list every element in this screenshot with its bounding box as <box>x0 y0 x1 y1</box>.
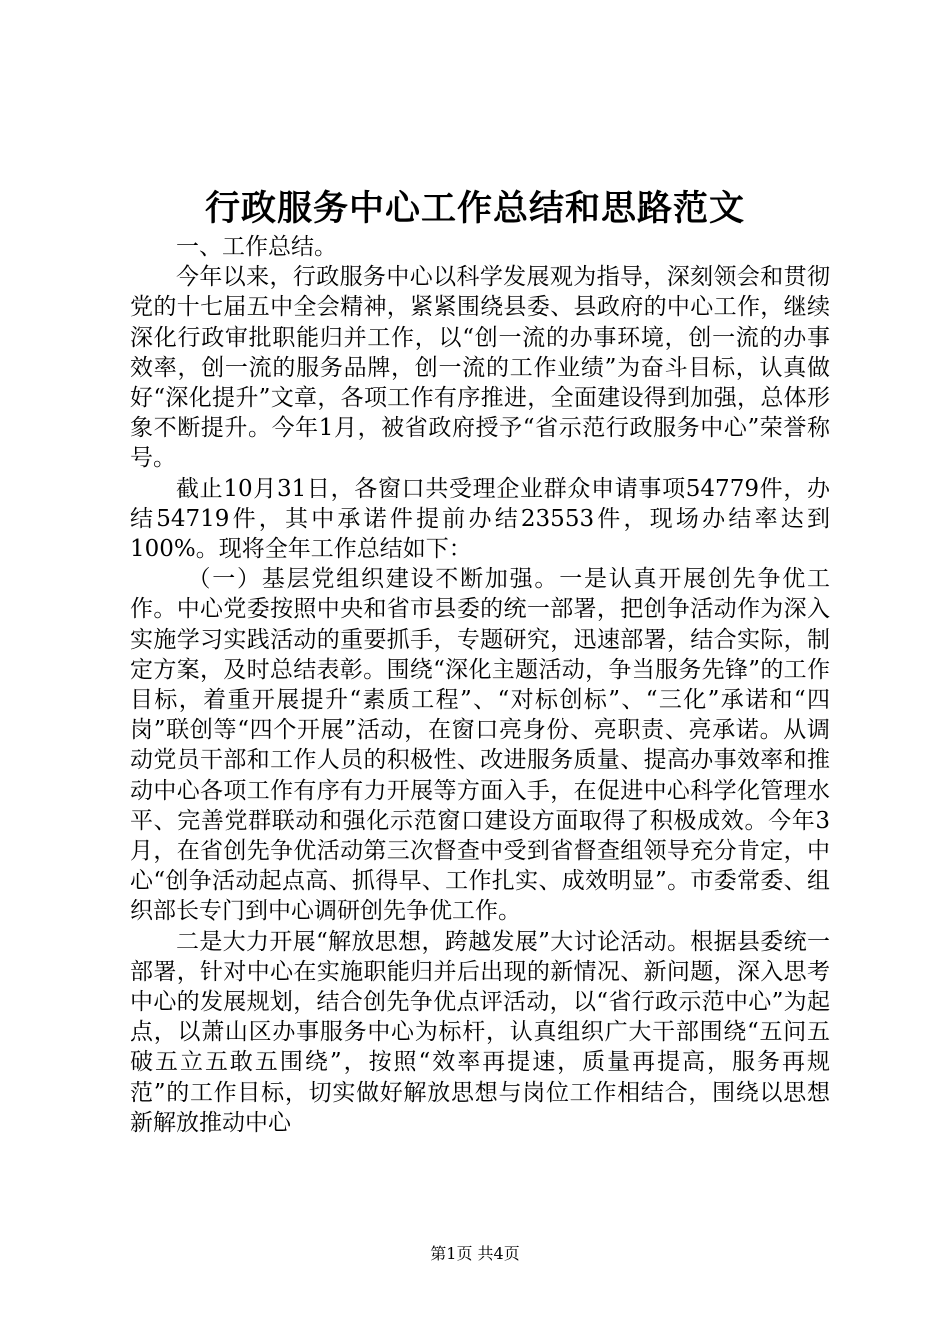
body-paragraph: 二是大力开展“解放思想，跨越发展”大讨论活动。根据县委统一部署，针对中心在实施职能归并后出现的新情况、新问题，深入思考中心的发展规划，结合创先争优点评活动，以“省行政示范中心”为起点，以萧山区办事服务中心为标杆，认真组织广大干部围绕“五问五破五立五敢五围绕”，按照“效率再提速，质量再提高，服务再规范”的工作目标，切实做好解放思想与岗位工作相结合，围绕以思想新解放推动中心 <box>130 928 830 1136</box>
page-number-footer: 第1页 共4页 <box>430 1244 520 1263</box>
body-paragraph: 截止10月31日，各窗口共受理企业群众申请事项54779件，办结54719件，其中承诺件提前办结23553件，现场办结率达到100%。现将全年工作总结如下： <box>130 475 830 563</box>
body-paragraph: （一）基层党组织建设不断加强。一是认真开展创先争优工作。中心党委按照中央和省市县委的统一部署，把创争活动作为深入实施学习实践活动的重要抓手，专题研究，迅速部署，结合实际，制定方案，及时总结表彰。围绕“深化主题活动，争当服务先锋”的工作目标，着重开展提升“素质工程”、“对标创标”、“三化”承诺和“四岗”联创等“四个开展”活动，在窗口亮身份、亮职责、亮承诺。从调动党员干部和工作人员的积极性、改进服务质量、提高办事效率和推动中心各项工作有序有力开展等方面入手，在促进中心科学化管理水平、完善党群联动和强化示范窗口建设方面取得了积极成效。今年3月，在省创先争优活动第三次督查中受到省督查组领导充分肯定，中心“创争活动起点高、抓得早、工作扎实、成效明显”。市委常委、组织部长专门到中心调研创先争优工作。 <box>130 566 830 925</box>
document-title: 行政服务中心工作总结和思路范文 <box>204 188 745 229</box>
document-body <box>130 232 830 1138</box>
body-paragraph: 今年以来，行政服务中心以科学发展观为指导，深刻领会和贯彻党的十七届五中全会精神，紧紧围绕县委、县政府的中心工作，继续深化行政审批职能归并工作，以“创一流的办事环境，创一流的办事效率，创一流的服务品牌，创一流的工作业绩”为奋斗目标，认真做好“深化提升”文章，各项工作有序推进，全面建设得到加强，总体形象不断提升。今年1月，被省政府授予“省示范行政服务中心”荣誉称号。 <box>130 264 830 472</box>
section-heading: 一、工作总结。 <box>176 234 337 260</box>
